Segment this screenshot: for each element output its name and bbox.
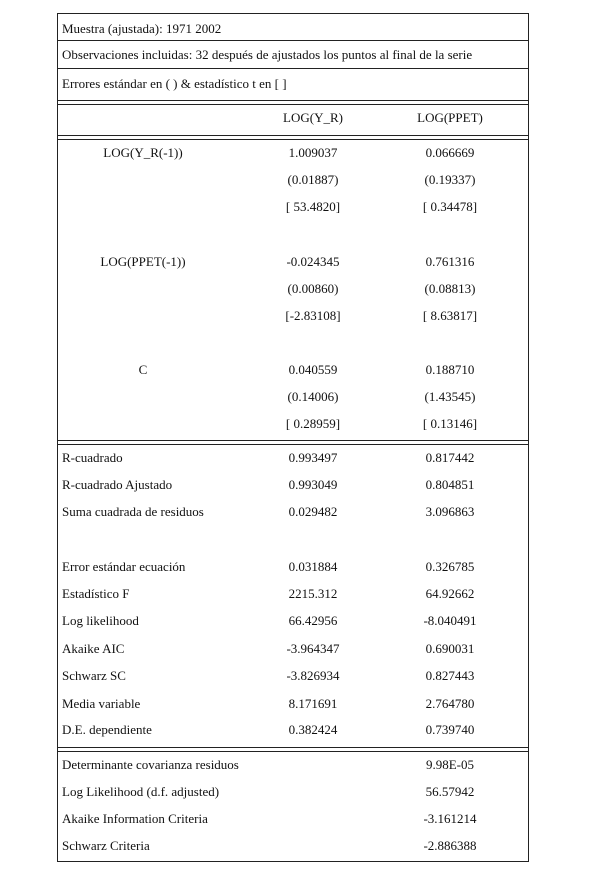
stat-label: Schwarz SC bbox=[62, 668, 126, 683]
stat-label: Suma cuadrada de residuos bbox=[62, 504, 204, 519]
stat-value: -3.826934 bbox=[286, 668, 340, 683]
stat-value: 0.993049 bbox=[288, 477, 338, 492]
stat-label: Estadístico F bbox=[62, 586, 130, 601]
stat-label: Akaike AIC bbox=[62, 641, 125, 656]
t-stat: [ 0.34478] bbox=[422, 199, 478, 214]
column-header: LOG(Y_R) bbox=[283, 110, 343, 125]
coef-label: LOG(PPET(-1)) bbox=[100, 254, 186, 269]
stat-value: 0.804851 bbox=[425, 477, 475, 492]
stat-value: -3.964347 bbox=[286, 641, 340, 656]
double-divider bbox=[58, 440, 528, 445]
std-error: (0.00860) bbox=[287, 281, 339, 296]
std-error: (0.19337) bbox=[424, 172, 476, 187]
t-stat: [-2.83108] bbox=[285, 308, 341, 323]
stat-value: 0.029482 bbox=[288, 504, 338, 519]
stat-label: Error estándar ecuación bbox=[62, 559, 186, 574]
divider bbox=[58, 68, 528, 69]
sample-text: Muestra (ajustada): 1971 2002 bbox=[62, 21, 222, 36]
observations-text: Observaciones incluidas: 32 después de ajustados los puntos al final de la serie bbox=[62, 47, 473, 62]
system-label: Schwarz Criteria bbox=[62, 838, 150, 853]
coef-value: -0.024345 bbox=[286, 254, 340, 269]
stat-value: 0.739740 bbox=[425, 722, 475, 737]
system-label: Akaike Information Criteria bbox=[62, 811, 208, 826]
var-estimation-table bbox=[57, 13, 529, 862]
double-divider bbox=[58, 747, 528, 752]
stat-value: 0.326785 bbox=[425, 559, 475, 574]
coef-value: 1.009037 bbox=[288, 145, 338, 160]
std-error: (1.43545) bbox=[424, 389, 476, 404]
note-text: Errores estándar en ( ) & estadístico t en [ ] bbox=[62, 76, 287, 91]
stat-value: 2215.312 bbox=[288, 586, 338, 601]
coef-label: C bbox=[138, 362, 148, 377]
system-value: 9.98E-05 bbox=[425, 757, 475, 772]
system-value: -3.161214 bbox=[423, 811, 477, 826]
std-error: (0.08813) bbox=[424, 281, 476, 296]
t-stat: [ 8.63817] bbox=[422, 308, 478, 323]
stat-value: 2.764780 bbox=[425, 696, 475, 711]
stat-value: 66.42956 bbox=[288, 613, 338, 628]
stat-value: 0.827443 bbox=[425, 668, 475, 683]
coef-value: 0.040559 bbox=[288, 362, 338, 377]
double-divider bbox=[58, 135, 528, 140]
stat-label: R-cuadrado Ajustado bbox=[62, 477, 173, 492]
stat-value: 0.382424 bbox=[288, 722, 338, 737]
t-stat: [ 53.4820] bbox=[285, 199, 341, 214]
stat-value: -8.040491 bbox=[423, 613, 477, 628]
stat-value: 8.171691 bbox=[288, 696, 338, 711]
stat-label: R-cuadrado bbox=[62, 450, 123, 465]
stat-value: 3.096863 bbox=[425, 504, 475, 519]
column-header: LOG(PPET) bbox=[417, 110, 483, 125]
coef-value: 0.761316 bbox=[425, 254, 475, 269]
coef-label: LOG(Y_R(-1)) bbox=[103, 145, 183, 160]
stat-value: 0.031884 bbox=[288, 559, 338, 574]
stat-label: Media variable bbox=[62, 696, 141, 711]
stat-value: 64.92662 bbox=[425, 586, 475, 601]
stat-label: D.E. dependiente bbox=[62, 722, 152, 737]
std-error: (0.14006) bbox=[287, 389, 339, 404]
system-label: Determinante covarianza residuos bbox=[62, 757, 239, 772]
stat-value: 0.993497 bbox=[288, 450, 338, 465]
std-error: (0.01887) bbox=[287, 172, 339, 187]
divider bbox=[58, 40, 528, 41]
t-stat: [ 0.28959] bbox=[285, 416, 341, 431]
double-divider bbox=[58, 100, 528, 105]
stat-value: 0.690031 bbox=[425, 641, 475, 656]
coef-value: 0.066669 bbox=[425, 145, 475, 160]
stat-value: 0.817442 bbox=[425, 450, 475, 465]
stat-label: Log likelihood bbox=[62, 613, 139, 628]
system-value: -2.886388 bbox=[423, 838, 477, 853]
coef-value: 0.188710 bbox=[425, 362, 475, 377]
system-value: 56.57942 bbox=[425, 784, 475, 799]
system-label: Log Likelihood (d.f. adjusted) bbox=[62, 784, 220, 799]
t-stat: [ 0.13146] bbox=[422, 416, 478, 431]
